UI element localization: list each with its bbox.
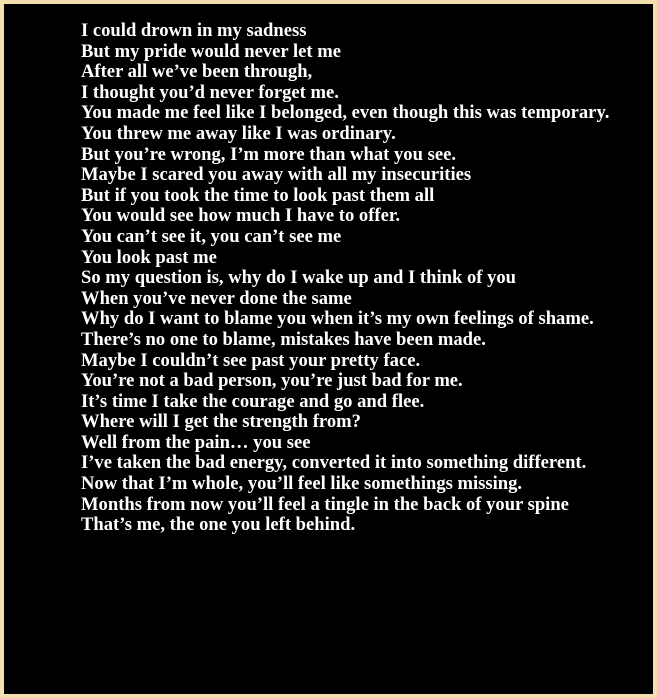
poem-line: Maybe I scared you away with all my insecurities bbox=[81, 164, 472, 186]
poem-line: But you’re wrong, I’m more than what you see. bbox=[81, 143, 456, 165]
poem-line: Well from the pain… you see bbox=[81, 431, 311, 453]
poem-line: Months from now you’ll feel a tingle in the back of your spine bbox=[81, 493, 569, 515]
poem-frame bbox=[4, 4, 653, 694]
poem-line: So my question is, why do I wake up and I think of you bbox=[81, 267, 517, 289]
poem-line: Where will I get the strength from? bbox=[81, 411, 361, 433]
poem-line: It’s time I take the courage and go and flee. bbox=[81, 390, 425, 412]
poem-line: Why do I want to blame you when it’s my own feelings of shame. bbox=[81, 308, 594, 330]
poem-line: You can’t see it, you can’t see me bbox=[81, 225, 342, 247]
poem-line: That’s me, the one you left behind. bbox=[81, 514, 356, 536]
poem-line: Now that I’m whole, you’ll feel like somethings missing. bbox=[81, 473, 523, 495]
poem-line: But if you took the time to look past them all bbox=[81, 184, 435, 206]
poem-line: You’re not a bad person, you’re just bad for me. bbox=[81, 370, 463, 392]
poem-line: I could drown in my sadness bbox=[81, 20, 307, 41]
poem-line: You look past me bbox=[81, 246, 217, 268]
poem-line: After all we’ve been through, bbox=[81, 61, 313, 83]
poem-line: You made me feel like I belonged, even though this was temporary. bbox=[81, 102, 610, 124]
poem-line: You would see how much I have to offer. bbox=[81, 205, 401, 227]
poem-line: I’ve taken the bad energy, converted it into something different. bbox=[81, 452, 587, 474]
poem-line: I thought you’d never forget me. bbox=[81, 81, 339, 103]
poem-line: You threw me away like I was ordinary. bbox=[81, 122, 396, 144]
poem-line: There’s no one to blame, mistakes have been made. bbox=[81, 328, 486, 350]
poem-text bbox=[81, 21, 611, 536]
poem-line: When you’ve never done the same bbox=[81, 287, 352, 309]
poem-line: But my pride would never let me bbox=[81, 40, 341, 62]
poem-line: Maybe I couldn’t see past your pretty face. bbox=[81, 349, 421, 371]
